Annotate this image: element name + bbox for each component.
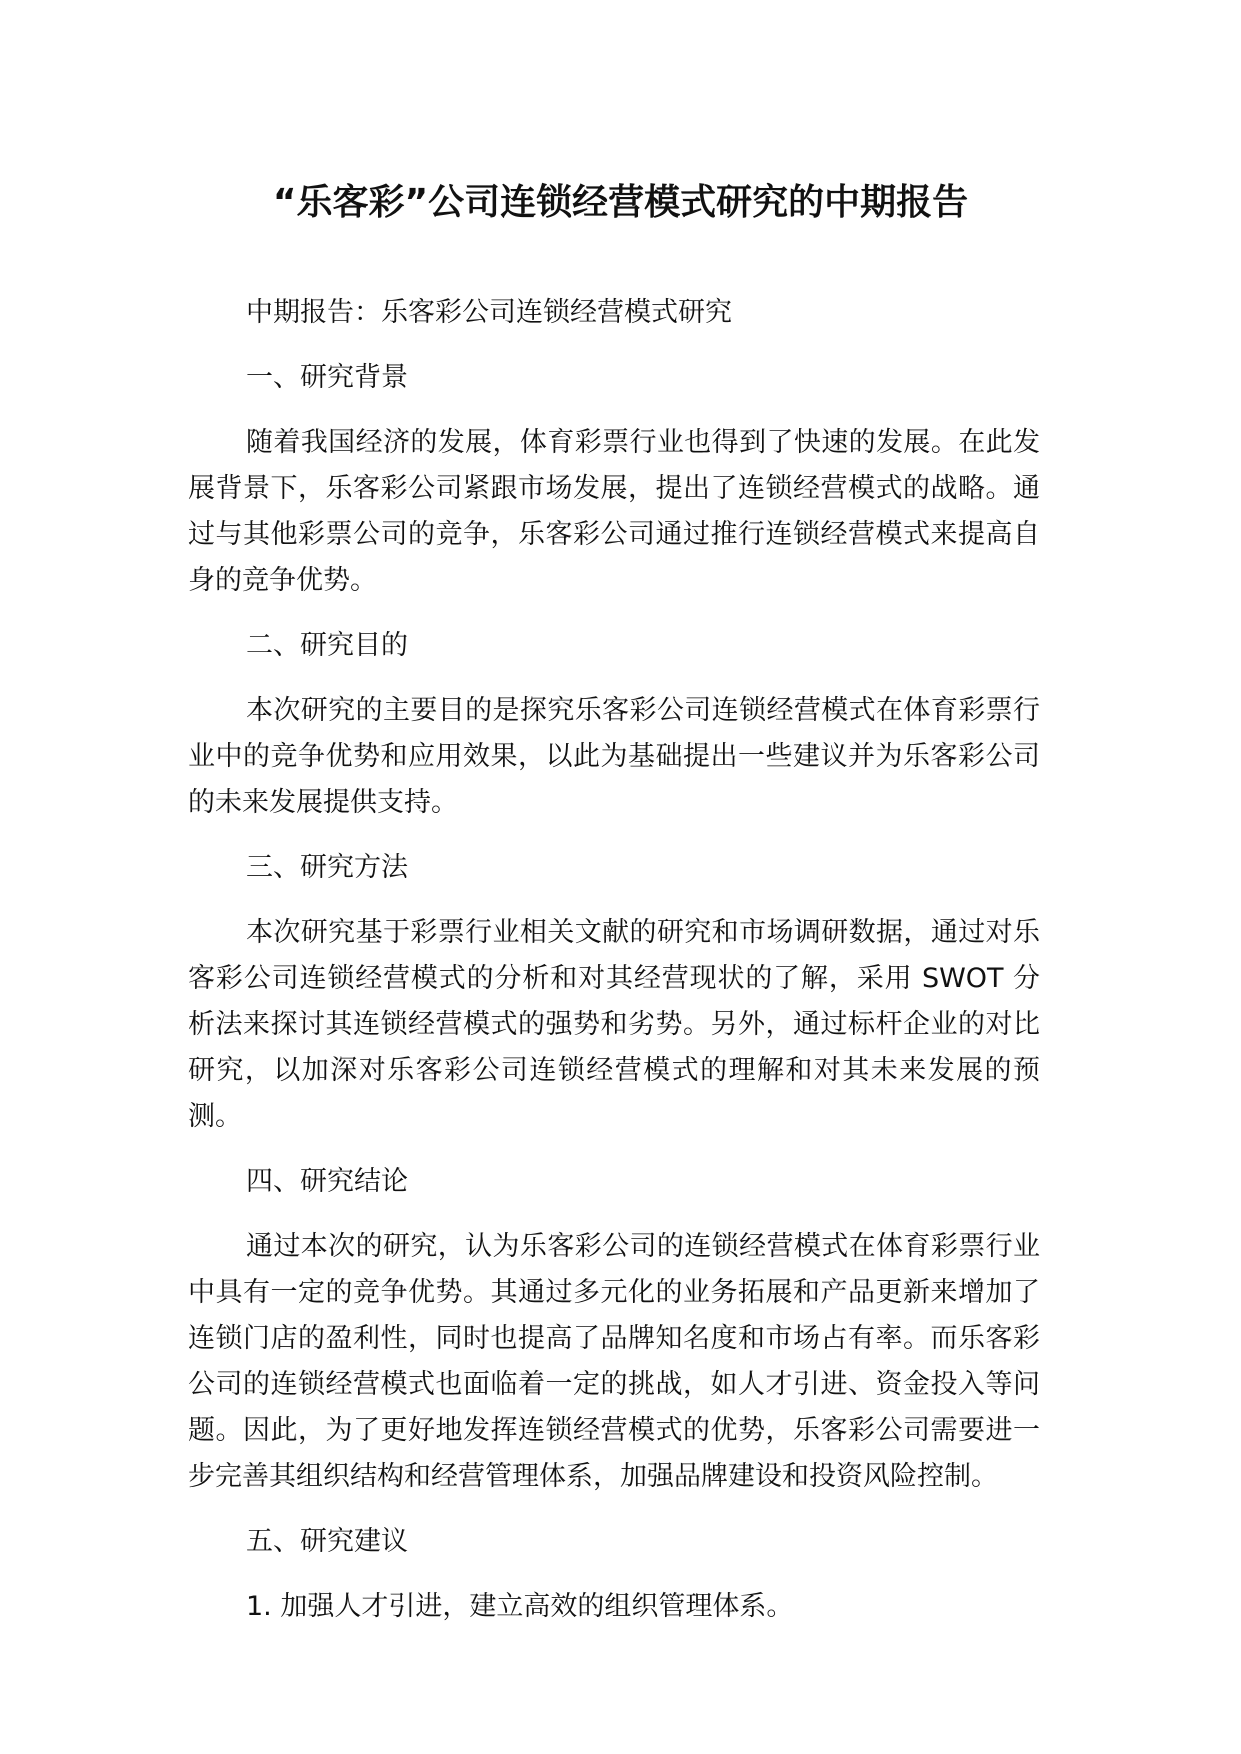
section-paragraph-method: 本次研究基于彩票行业相关文献的研究和市场调研数据，通过对乐客彩公司连锁经营模式的分析和对其经营现状的了解，采用 SWOT 分析法来探讨其连锁经营模式的强势和劣势。另外，通过标杆企业的对比研究，以加深对乐客彩公司连锁经营模式的理解和对其未来发展的预测。 [188, 917, 1040, 1132]
document-title: “乐客彩”公司连锁经营模式研究的中期报告 [272, 182, 969, 223]
section-heading-suggestion: 五、研究建议 [246, 1526, 408, 1557]
section-paragraph-purpose: 本次研究的主要目的是探究乐客彩公司连锁经营模式在体育彩票行业中的竞争优势和应用效果，以此为基础提出一些建议并为乐客彩公司的未来发展提供支持。 [188, 695, 1040, 818]
document-body [188, 290, 1040, 1649]
section-heading-conclusion: 四、研究结论 [246, 1166, 408, 1197]
intro-line: 中期报告：乐客彩公司连锁经营模式研究 [246, 297, 732, 328]
section-paragraph-background: 随着我国经济的发展，体育彩票行业也得到了快速的发展。在此发展背景下，乐客彩公司紧跟市场发展，提出了连锁经营模式的战略。通过与其他彩票公司的竞争，乐客彩公司通过推行连锁经营模式来提高自身的竞争优势。 [188, 427, 1040, 596]
section-paragraph-conclusion: 通过本次的研究，认为乐客彩公司的连锁经营模式在体育彩票行业中具有一定的竞争优势。其通过多元化的业务拓展和产品更新来增加了连锁门店的盈利性，同时也提高了品牌知名度和市场占有率。而乐客彩公司的连锁经营模式也面临着一定的挑战，如人才引进、资金投入等问题。因此，为了更好地发挥连锁经营模式的优势，乐客彩公司需要进一步完善其组织结构和经营管理体系，加强品牌建设和投资风险控制。 [188, 1231, 1040, 1492]
section-list-item-suggestion-1: 1. 加强人才引进，建立高效的组织管理体系。 [246, 1591, 794, 1622]
section-heading-purpose: 二、研究目的 [246, 630, 408, 661]
section-heading-background: 一、研究背景 [246, 362, 408, 393]
section-heading-method: 三、研究方法 [246, 852, 408, 883]
